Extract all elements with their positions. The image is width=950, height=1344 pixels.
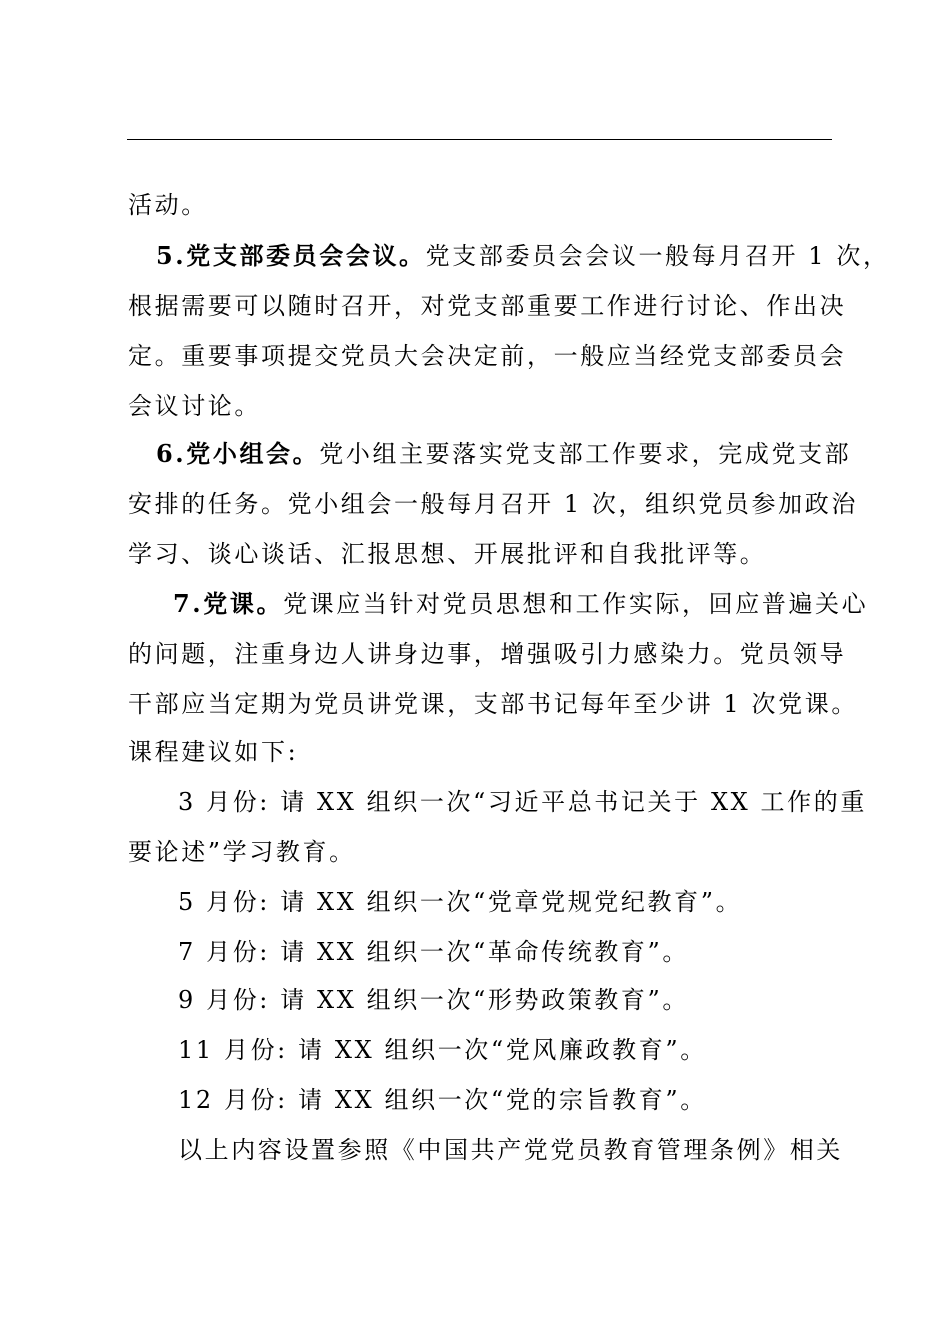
item-6-heading: 6.党小组会。 xyxy=(156,439,320,468)
line-text: 11 月份: 请 XX 组织一次“党风廉政教育”。 xyxy=(178,1036,707,1064)
item-5-heading-line xyxy=(156,240,890,272)
line-text: 安排的任务。党小组会一般每月召开 1 次，组织党员参加政治 xyxy=(128,490,858,518)
line-text: 7 月份: 请 XX 组织一次“革命传统教育”。 xyxy=(178,938,689,966)
line-text: 党课应当针对党员思想和工作实际，回应普遍关心 xyxy=(283,590,869,618)
schedule-item xyxy=(178,936,898,968)
line-text: 活动。 xyxy=(128,191,208,219)
header-rule xyxy=(127,139,832,140)
body-line xyxy=(128,488,858,520)
line-text: 干部应当定期为党员讲党课，支部书记每年至少讲 1 次党课。 xyxy=(128,690,858,718)
line-text: 学习、谈心谈话、汇报思想、开展批评和自我批评等。 xyxy=(128,540,767,568)
line-text: 会议讨论。 xyxy=(128,392,261,420)
schedule-item xyxy=(178,984,898,1016)
line-text: 5 月份: 请 XX 组织一次“党章党规党纪教育”。 xyxy=(178,888,743,916)
line-text: 课程建议如下: xyxy=(128,738,299,766)
line-text: 12 月份: 请 XX 组织一次“党的宗旨教育”。 xyxy=(178,1086,707,1114)
line-text: 党小组主要落实党支部工作要求，完成党支部 xyxy=(319,440,852,468)
line-text: 3 月份: 请 XX 组织一次“习近平总书记关于 XX 工作的重 xyxy=(178,788,867,816)
item-6-heading-line xyxy=(156,438,876,470)
line-text: 要论述”学习教育。 xyxy=(128,838,356,866)
line-text: 的问题，注重身边人讲身边事，增强吸引力感染力。党员领导 xyxy=(128,640,847,668)
body-line xyxy=(128,390,848,422)
body-line xyxy=(128,189,848,221)
schedule-item xyxy=(178,786,898,818)
body-line xyxy=(128,688,858,720)
body-line xyxy=(178,1134,898,1166)
schedule-item xyxy=(178,1034,898,1066)
body-line xyxy=(128,290,848,322)
item-7-heading-line xyxy=(173,588,893,620)
body-line xyxy=(128,538,848,570)
schedule-item xyxy=(178,886,898,918)
line-text: 9 月份: 请 XX 组织一次“形势政策教育”。 xyxy=(178,986,689,1014)
schedule-item xyxy=(178,1084,898,1116)
item-5-heading: 5.党支部委员会会议。 xyxy=(156,241,426,270)
body-line xyxy=(128,836,848,868)
body-line xyxy=(128,638,848,670)
line-text: 根据需要可以随时召开，对党支部重要工作进行讨论、作出决 xyxy=(128,292,847,320)
line-text: 党支部委员会会议一般每月召开 1 次， xyxy=(425,242,890,270)
body-line xyxy=(128,736,848,768)
line-text: 以上内容设置参照《中国共产党党员教育管理条例》相关 xyxy=(178,1136,843,1164)
line-text: 定。重要事项提交党员大会决定前，一般应当经党支部委员会 xyxy=(128,342,847,370)
item-7-heading: 7.党课。 xyxy=(173,589,284,618)
body-line xyxy=(128,340,848,372)
